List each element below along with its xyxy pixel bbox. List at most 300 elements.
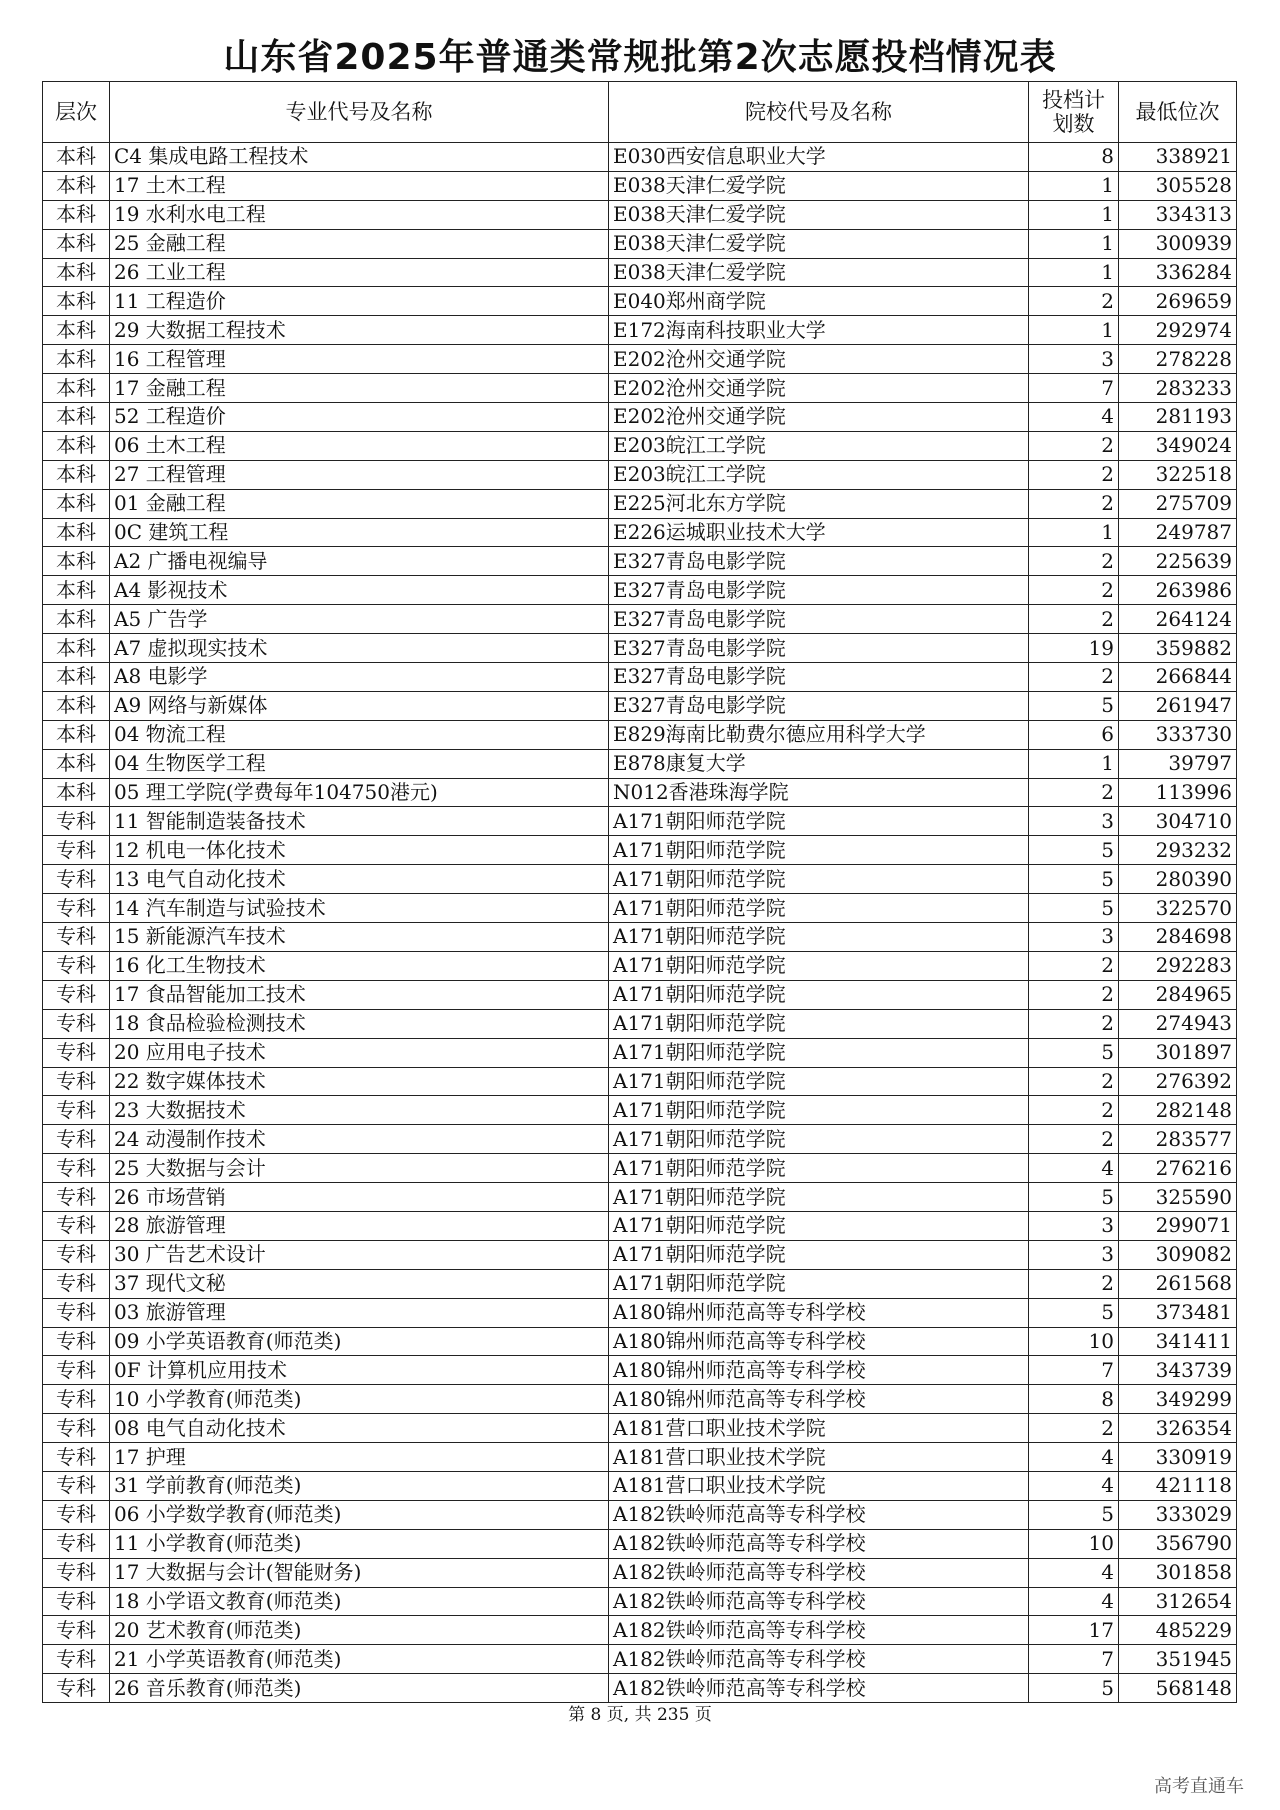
table-row (43, 200, 1237, 229)
cell-level: 专科 (43, 1096, 110, 1125)
cell-major: 52 工程造价 (110, 403, 609, 432)
table-row (43, 605, 1237, 634)
cell-level: 本科 (43, 663, 110, 692)
cell-school: E327青岛电影学院 (609, 691, 1029, 720)
cell-major: 19 水利水电工程 (110, 200, 609, 229)
cell-level: 本科 (43, 374, 110, 403)
cell-level: 本科 (43, 605, 110, 634)
cell-major: 26 音乐教育(师范类) (110, 1674, 609, 1703)
cell-major: 0F 计算机应用技术 (110, 1356, 609, 1385)
cell-plan: 1 (1029, 258, 1119, 287)
cell-school: E038天津仁爱学院 (609, 229, 1029, 258)
cell-plan: 2 (1029, 605, 1119, 634)
cell-plan: 5 (1029, 691, 1119, 720)
cell-level: 专科 (43, 1269, 110, 1298)
cell-plan: 2 (1029, 1269, 1119, 1298)
table-row (43, 1183, 1237, 1212)
cell-school: A171朝阳师范学院 (609, 1154, 1029, 1183)
cell-school: A171朝阳师范学院 (609, 1067, 1029, 1096)
table-row (43, 807, 1237, 836)
cell-level: 本科 (43, 316, 110, 345)
cell-plan: 2 (1029, 431, 1119, 460)
table-row (43, 1356, 1237, 1385)
cell-rank: 359882 (1119, 634, 1237, 663)
table-row (43, 1298, 1237, 1327)
cell-school: A171朝阳师范学院 (609, 1269, 1029, 1298)
cell-major: 20 应用电子技术 (110, 1038, 609, 1067)
cell-plan: 2 (1029, 778, 1119, 807)
cell-plan: 19 (1029, 634, 1119, 663)
cell-plan: 5 (1029, 1183, 1119, 1212)
cell-level: 本科 (43, 576, 110, 605)
cell-school: E327青岛电影学院 (609, 663, 1029, 692)
cell-school: E030西安信息职业大学 (609, 143, 1029, 172)
cell-rank: 421118 (1119, 1471, 1237, 1500)
cell-school: A182铁岭师范高等专科学校 (609, 1529, 1029, 1558)
cell-plan: 4 (1029, 1443, 1119, 1472)
cell-school: A171朝阳师范学院 (609, 894, 1029, 923)
cell-level: 本科 (43, 258, 110, 287)
cell-school: A171朝阳师范学院 (609, 1125, 1029, 1154)
cell-school: A171朝阳师范学院 (609, 980, 1029, 1009)
cell-plan: 2 (1029, 980, 1119, 1009)
cell-rank: 284965 (1119, 980, 1237, 1009)
cell-major: 26 工业工程 (110, 258, 609, 287)
cell-major: 06 土木工程 (110, 431, 609, 460)
cell-school: A182铁岭师范高等专科学校 (609, 1558, 1029, 1587)
header-school: 院校代号及名称 (609, 82, 1029, 143)
cell-plan: 2 (1029, 1125, 1119, 1154)
table-row (43, 923, 1237, 952)
cell-school: A182铁岭师范高等专科学校 (609, 1674, 1029, 1703)
table-row (43, 951, 1237, 980)
cell-level: 专科 (43, 1587, 110, 1616)
table-row (43, 1587, 1237, 1616)
cell-plan: 1 (1029, 749, 1119, 778)
cell-major: 08 电气自动化技术 (110, 1414, 609, 1443)
cell-rank: 276216 (1119, 1154, 1237, 1183)
cell-rank: 276392 (1119, 1067, 1237, 1096)
cell-plan: 2 (1029, 489, 1119, 518)
cell-level: 专科 (43, 1154, 110, 1183)
admission-table (42, 81, 1237, 1703)
page-title: 山东省2025年普通类常规批第2次志愿投档情况表 (223, 37, 1057, 78)
cell-level: 本科 (43, 691, 110, 720)
table-row (43, 865, 1237, 894)
table-row (43, 749, 1237, 778)
table-row (43, 1211, 1237, 1240)
cell-rank: 373481 (1119, 1298, 1237, 1327)
cell-plan: 8 (1029, 143, 1119, 172)
cell-level: 本科 (43, 143, 110, 172)
cell-plan: 5 (1029, 1298, 1119, 1327)
cell-major: 20 艺术教育(师范类) (110, 1616, 609, 1645)
cell-school: E202沧州交通学院 (609, 374, 1029, 403)
cell-plan: 3 (1029, 345, 1119, 374)
cell-level: 专科 (43, 1385, 110, 1414)
cell-major: A9 网络与新媒体 (110, 691, 609, 720)
cell-rank: 292283 (1119, 951, 1237, 980)
cell-level: 本科 (43, 489, 110, 518)
cell-plan: 5 (1029, 836, 1119, 865)
table-row (43, 143, 1237, 172)
cell-major: 18 食品检验检测技术 (110, 1009, 609, 1038)
cell-level: 专科 (43, 894, 110, 923)
cell-level: 专科 (43, 865, 110, 894)
cell-level: 专科 (43, 1125, 110, 1154)
cell-major: 18 小学语文教育(师范类) (110, 1587, 609, 1616)
cell-major: 24 动漫制作技术 (110, 1125, 609, 1154)
cell-major: 28 旅游管理 (110, 1211, 609, 1240)
cell-major: 0C 建筑工程 (110, 518, 609, 547)
cell-rank: 113996 (1119, 778, 1237, 807)
cell-rank: 264124 (1119, 605, 1237, 634)
cell-rank: 225639 (1119, 547, 1237, 576)
cell-rank: 261947 (1119, 691, 1237, 720)
table-row (43, 634, 1237, 663)
cell-level: 专科 (43, 1471, 110, 1500)
cell-plan: 2 (1029, 1096, 1119, 1125)
cell-major: 16 化工生物技术 (110, 951, 609, 980)
cell-plan: 3 (1029, 1211, 1119, 1240)
cell-rank: 292974 (1119, 316, 1237, 345)
cell-rank: 305528 (1119, 171, 1237, 200)
table-row (43, 980, 1237, 1009)
page-footer: 第 8 页, 共 235 页 (568, 1705, 712, 1725)
cell-school: E225河北东方学院 (609, 489, 1029, 518)
cell-rank: 283233 (1119, 374, 1237, 403)
cell-school: A180锦州师范高等专科学校 (609, 1356, 1029, 1385)
cell-plan: 2 (1029, 1009, 1119, 1038)
cell-major: 21 小学英语教育(师范类) (110, 1645, 609, 1674)
cell-major: 09 小学英语教育(师范类) (110, 1327, 609, 1356)
cell-rank: 334313 (1119, 200, 1237, 229)
header-level: 层次 (43, 82, 110, 143)
table-row (43, 1096, 1237, 1125)
cell-school: E040郑州商学院 (609, 287, 1029, 316)
table-row (43, 1154, 1237, 1183)
cell-school: N012香港珠海学院 (609, 778, 1029, 807)
watermark: 高考直通车 (1154, 1776, 1244, 1797)
cell-plan: 3 (1029, 923, 1119, 952)
cell-plan: 5 (1029, 1038, 1119, 1067)
cell-plan: 5 (1029, 865, 1119, 894)
cell-major: 27 工程管理 (110, 460, 609, 489)
table-row (43, 1125, 1237, 1154)
cell-plan: 2 (1029, 460, 1119, 489)
cell-major: 26 市场营销 (110, 1183, 609, 1212)
cell-school: E327青岛电影学院 (609, 605, 1029, 634)
cell-rank: 325590 (1119, 1183, 1237, 1212)
cell-rank: 322570 (1119, 894, 1237, 923)
cell-plan: 2 (1029, 1414, 1119, 1443)
cell-rank: 333730 (1119, 720, 1237, 749)
cell-rank: 275709 (1119, 489, 1237, 518)
cell-level: 专科 (43, 1500, 110, 1529)
cell-rank: 326354 (1119, 1414, 1237, 1443)
cell-major: 31 学前教育(师范类) (110, 1471, 609, 1500)
cell-plan: 1 (1029, 171, 1119, 200)
cell-school: A181营口职业技术学院 (609, 1471, 1029, 1500)
cell-school: A171朝阳师范学院 (609, 1211, 1029, 1240)
cell-plan: 2 (1029, 663, 1119, 692)
cell-level: 专科 (43, 1443, 110, 1472)
cell-rank: 343739 (1119, 1356, 1237, 1385)
cell-level: 本科 (43, 200, 110, 229)
table-header-row (43, 82, 1237, 143)
cell-plan: 10 (1029, 1529, 1119, 1558)
cell-major: A8 电影学 (110, 663, 609, 692)
table-row (43, 431, 1237, 460)
cell-school: E038天津仁爱学院 (609, 171, 1029, 200)
cell-level: 专科 (43, 1240, 110, 1269)
cell-school: E203皖江工学院 (609, 460, 1029, 489)
cell-level: 专科 (43, 1327, 110, 1356)
header-major: 专业代号及名称 (110, 82, 609, 143)
cell-school: A171朝阳师范学院 (609, 923, 1029, 952)
cell-plan: 4 (1029, 1471, 1119, 1500)
cell-plan: 4 (1029, 1587, 1119, 1616)
cell-school: A171朝阳师范学院 (609, 1183, 1029, 1212)
cell-rank: 39797 (1119, 749, 1237, 778)
cell-rank: 333029 (1119, 1500, 1237, 1529)
cell-rank: 349299 (1119, 1385, 1237, 1414)
cell-level: 专科 (43, 1211, 110, 1240)
cell-school: A171朝阳师范学院 (609, 807, 1029, 836)
table-row (43, 229, 1237, 258)
cell-school: E172海南科技职业大学 (609, 316, 1029, 345)
cell-school: E327青岛电影学院 (609, 576, 1029, 605)
cell-plan: 4 (1029, 1154, 1119, 1183)
cell-rank: 349024 (1119, 431, 1237, 460)
table-row (43, 171, 1237, 200)
cell-school: E202沧州交通学院 (609, 345, 1029, 374)
cell-rank: 309082 (1119, 1240, 1237, 1269)
table-row (43, 1240, 1237, 1269)
cell-school: A171朝阳师范学院 (609, 1038, 1029, 1067)
cell-level: 专科 (43, 1558, 110, 1587)
cell-major: 15 新能源汽车技术 (110, 923, 609, 952)
table-row (43, 1500, 1237, 1529)
cell-major: 17 大数据与会计(智能财务) (110, 1558, 609, 1587)
cell-level: 专科 (43, 951, 110, 980)
cell-major: 11 智能制造装备技术 (110, 807, 609, 836)
table-row (43, 663, 1237, 692)
cell-major: 17 土木工程 (110, 171, 609, 200)
table-row (43, 691, 1237, 720)
cell-plan: 5 (1029, 894, 1119, 923)
cell-school: A171朝阳师范学院 (609, 1009, 1029, 1038)
cell-rank: 351945 (1119, 1645, 1237, 1674)
cell-school: A182铁岭师范高等专科学校 (609, 1645, 1029, 1674)
table-row (43, 403, 1237, 432)
cell-plan: 2 (1029, 287, 1119, 316)
cell-plan: 4 (1029, 403, 1119, 432)
cell-school: A171朝阳师范学院 (609, 1240, 1029, 1269)
cell-school: E829海南比勒费尔德应用科学大学 (609, 720, 1029, 749)
table-row (43, 1269, 1237, 1298)
cell-major: 14 汽车制造与试验技术 (110, 894, 609, 923)
cell-school: E038天津仁爱学院 (609, 200, 1029, 229)
cell-school: E203皖江工学院 (609, 431, 1029, 460)
table-row (43, 836, 1237, 865)
cell-level: 本科 (43, 287, 110, 316)
table-row (43, 778, 1237, 807)
cell-school: A181营口职业技术学院 (609, 1443, 1029, 1472)
cell-major: 03 旅游管理 (110, 1298, 609, 1327)
cell-plan: 5 (1029, 1674, 1119, 1703)
cell-level: 本科 (43, 403, 110, 432)
cell-rank: 281193 (1119, 403, 1237, 432)
table-row (43, 345, 1237, 374)
cell-level: 本科 (43, 229, 110, 258)
cell-school: A171朝阳师范学院 (609, 951, 1029, 980)
cell-major: 25 大数据与会计 (110, 1154, 609, 1183)
cell-major: 17 金融工程 (110, 374, 609, 403)
cell-level: 本科 (43, 547, 110, 576)
cell-school: E327青岛电影学院 (609, 634, 1029, 663)
cell-rank: 341411 (1119, 1327, 1237, 1356)
table-row (43, 1067, 1237, 1096)
cell-level: 专科 (43, 980, 110, 1009)
cell-plan: 17 (1029, 1616, 1119, 1645)
cell-rank: 278228 (1119, 345, 1237, 374)
cell-rank: 336284 (1119, 258, 1237, 287)
cell-school: A171朝阳师范学院 (609, 1096, 1029, 1125)
table-row (43, 1616, 1237, 1645)
cell-rank: 266844 (1119, 663, 1237, 692)
cell-level: 本科 (43, 171, 110, 200)
table-row (43, 518, 1237, 547)
cell-school: E202沧州交通学院 (609, 403, 1029, 432)
table-row (43, 374, 1237, 403)
cell-plan: 3 (1029, 807, 1119, 836)
cell-school: A180锦州师范高等专科学校 (609, 1327, 1029, 1356)
cell-rank: 300939 (1119, 229, 1237, 258)
cell-school: E038天津仁爱学院 (609, 258, 1029, 287)
cell-major: 17 食品智能加工技术 (110, 980, 609, 1009)
table-row (43, 460, 1237, 489)
cell-level: 本科 (43, 431, 110, 460)
cell-major: 04 生物医学工程 (110, 749, 609, 778)
table-row (43, 489, 1237, 518)
cell-school: A171朝阳师范学院 (609, 836, 1029, 865)
cell-rank: 485229 (1119, 1616, 1237, 1645)
table-row (43, 576, 1237, 605)
cell-school: A180锦州师范高等专科学校 (609, 1385, 1029, 1414)
cell-major: 11 工程造价 (110, 287, 609, 316)
cell-major: 13 电气自动化技术 (110, 865, 609, 894)
cell-major: A2 广播电视编导 (110, 547, 609, 576)
cell-rank: 261568 (1119, 1269, 1237, 1298)
cell-major: 23 大数据技术 (110, 1096, 609, 1125)
cell-plan: 3 (1029, 1240, 1119, 1269)
table-row (43, 258, 1237, 287)
cell-plan: 7 (1029, 1356, 1119, 1385)
cell-major: 01 金融工程 (110, 489, 609, 518)
cell-rank: 330919 (1119, 1443, 1237, 1472)
cell-level: 专科 (43, 1645, 110, 1674)
cell-school: E226运城职业技术大学 (609, 518, 1029, 547)
cell-plan: 1 (1029, 200, 1119, 229)
cell-rank: 269659 (1119, 287, 1237, 316)
cell-level: 专科 (43, 923, 110, 952)
cell-level: 本科 (43, 518, 110, 547)
cell-school: A182铁岭师范高等专科学校 (609, 1616, 1029, 1645)
cell-level: 本科 (43, 634, 110, 663)
cell-rank: 301858 (1119, 1558, 1237, 1587)
cell-rank: 312654 (1119, 1587, 1237, 1616)
table-row (43, 1645, 1237, 1674)
table-row (43, 1529, 1237, 1558)
cell-level: 专科 (43, 1067, 110, 1096)
cell-level: 本科 (43, 460, 110, 489)
cell-rank: 282148 (1119, 1096, 1237, 1125)
cell-school: A171朝阳师范学院 (609, 865, 1029, 894)
cell-plan: 7 (1029, 374, 1119, 403)
cell-level: 专科 (43, 1674, 110, 1703)
cell-level: 专科 (43, 1356, 110, 1385)
cell-level: 专科 (43, 1298, 110, 1327)
cell-level: 本科 (43, 720, 110, 749)
cell-rank: 299071 (1119, 1211, 1237, 1240)
cell-rank: 356790 (1119, 1529, 1237, 1558)
cell-plan: 8 (1029, 1385, 1119, 1414)
cell-school: E327青岛电影学院 (609, 547, 1029, 576)
table-row (43, 720, 1237, 749)
cell-school: A182铁岭师范高等专科学校 (609, 1587, 1029, 1616)
table-row (43, 1038, 1237, 1067)
cell-major: 30 广告艺术设计 (110, 1240, 609, 1269)
cell-major: A7 虚拟现实技术 (110, 634, 609, 663)
cell-level: 本科 (43, 345, 110, 374)
cell-plan: 10 (1029, 1327, 1119, 1356)
cell-level: 专科 (43, 836, 110, 865)
cell-plan: 1 (1029, 316, 1119, 345)
cell-rank: 280390 (1119, 865, 1237, 894)
cell-plan: 4 (1029, 1558, 1119, 1587)
cell-major: 11 小学教育(师范类) (110, 1529, 609, 1558)
table-row (43, 1009, 1237, 1038)
cell-plan: 1 (1029, 229, 1119, 258)
table-row (43, 1674, 1237, 1703)
cell-plan: 2 (1029, 951, 1119, 980)
cell-rank: 293232 (1119, 836, 1237, 865)
cell-rank: 284698 (1119, 923, 1237, 952)
cell-rank: 568148 (1119, 1674, 1237, 1703)
cell-school: A182铁岭师范高等专科学校 (609, 1500, 1029, 1529)
cell-rank: 263986 (1119, 576, 1237, 605)
cell-level: 本科 (43, 778, 110, 807)
cell-major: 37 现代文秘 (110, 1269, 609, 1298)
header-rank: 最低位次 (1119, 82, 1237, 143)
cell-plan: 7 (1029, 1645, 1119, 1674)
table-row (43, 1443, 1237, 1472)
cell-major: 29 大数据工程技术 (110, 316, 609, 345)
cell-rank: 322518 (1119, 460, 1237, 489)
cell-major: 10 小学教育(师范类) (110, 1385, 609, 1414)
table-row (43, 1558, 1237, 1587)
cell-rank: 301897 (1119, 1038, 1237, 1067)
cell-rank: 249787 (1119, 518, 1237, 547)
cell-plan: 1 (1029, 518, 1119, 547)
header-plan: 投档计划数 (1029, 82, 1119, 143)
cell-level: 专科 (43, 807, 110, 836)
cell-major: A5 广告学 (110, 605, 609, 634)
table-row (43, 1385, 1237, 1414)
cell-major: 22 数字媒体技术 (110, 1067, 609, 1096)
table-body (43, 143, 1237, 1703)
